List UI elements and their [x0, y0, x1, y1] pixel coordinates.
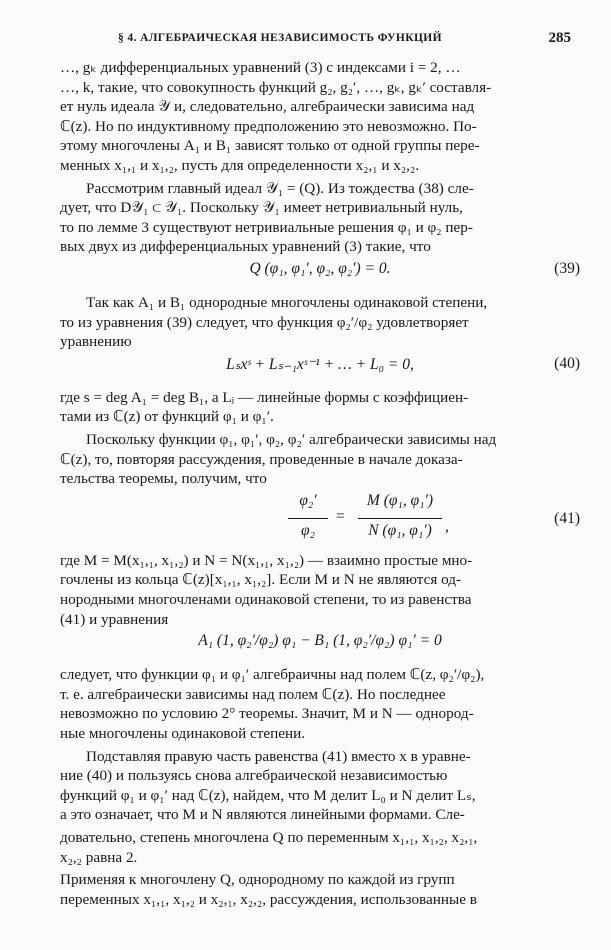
- equation-body: Q (φ₁, φ₁′, φ₂, φ₂′) = 0.: [249, 260, 391, 277]
- page-number: 285: [548, 30, 571, 46]
- text-line: Применяя к многочлену Q, однородному по каждой из групп: [60, 871, 455, 889]
- text-line: тельства теоремы, получим, что: [60, 470, 267, 488]
- rhs-denominator: N (φ₁, φ₁′): [368, 521, 432, 539]
- text-line: то по лемме 3 существуют нетривиальные решения φ₁ и φ₂ пер-: [60, 218, 473, 236]
- text-line: ℂ(z), то, повторяя рассуждения, проведенные в начале доказа-: [60, 450, 463, 468]
- text-line: x₂,₂ равна 2.: [60, 848, 138, 866]
- paragraph-9: [60, 870, 580, 909]
- text-line: гочлены из кольца ℂ(z)[x₁,₁, x₁,₂]. Если M и N не являются од-: [60, 571, 462, 589]
- lhs-numerator: φ₂′: [299, 491, 317, 509]
- text-line: а это означает, что M и N являются линейными формами. Сле-: [60, 806, 465, 824]
- text-line: Так как A₁ и B₁ однородные многочлены одинаковой степени,: [86, 294, 488, 311]
- rhs-fraction-bar: [358, 518, 442, 519]
- text-line: ℂ(z). Но по индуктивному предположению это невозможно. По-: [60, 117, 477, 135]
- text-line: довательно, степень многочлена Q по переменным x₁,₁, x₁,₂, x₂,₁,: [60, 829, 478, 846]
- text-line: то из уравнения (39) следует, что функция φ₂′/φ₂ удовлетворяет: [60, 313, 469, 331]
- text-line: этому многочлены A₁ и B₁ зависят только от одной группы пере-: [60, 137, 480, 155]
- paragraph-3: [60, 293, 580, 352]
- text-line: вых двух из дифференциальных уравнений (3) такие, что: [60, 238, 431, 256]
- text-line: …, gₖ дифференциальных уравнений (3) с индексами i = 2, …: [60, 59, 461, 76]
- text-line: ет нуль идеала 𝒴 и, следовательно, алгебраически зависима над: [60, 98, 475, 116]
- text-line: переменных x₁,₁, x₁,₂ и x₂,₁, x₂,₂, рассуждения, использованные в: [60, 890, 477, 908]
- equation-number: (41): [554, 509, 580, 527]
- paragraph-4: [60, 388, 580, 427]
- text-line: уравнению: [60, 333, 132, 351]
- paragraph-7: [60, 665, 580, 743]
- paragraph-8: [60, 747, 580, 825]
- text-line: дует, что D𝒴₁ ⊂ 𝒴₁. Поскольку 𝒴₁ имеет нетривиальный нуль,: [60, 199, 463, 217]
- text-line: менных x₁,₁ и x₁,₂, пусть для определенности x₂,₁ и x₂,₂.: [60, 156, 420, 174]
- paragraph-8-tail: [60, 828, 580, 867]
- text-line: Поскольку функции φ₁, φ₁′, φ₂, φ₂′ алгебраически зависимы над: [86, 431, 497, 448]
- equation-body: Lₛxˢ + Lₛ₋₁xˢ⁻¹ + … + L₀ = 0,: [226, 355, 414, 373]
- text-line: функций φ₁ и φ₁′ над ℂ(z), найдем, что M делит L₀ и N делит Lₛ,: [60, 786, 476, 804]
- text-line: следует, что функции φ₁ и φ₁′ алгебраичны над полем ℂ(z, φ₂′/φ₂),: [60, 666, 485, 684]
- text-line: нородными многочленами одинаковой степени, то из равенства: [60, 590, 472, 608]
- text-line: Рассмотрим главный идеал 𝒴₁ = (Q). Из тождества (38) сле-: [86, 179, 474, 197]
- text-line: где s = deg A₁ = deg B₁, а Lᵢ — линейные формы с коэффициен-: [60, 388, 469, 406]
- rhs-numerator: M (φ₁, φ₁′): [366, 491, 434, 509]
- text-line: (41) и уравнения: [60, 610, 169, 628]
- lhs-fraction-bar: [288, 518, 328, 519]
- equation-number: (39): [554, 260, 580, 277]
- equation-number: (40): [554, 354, 580, 372]
- text-line: невозможно по условию 2° теоремы. Значит, M и N — однород-: [60, 705, 474, 723]
- running-title: § 4. АЛГЕБРАИЧЕСКАЯ НЕЗАВИСИМОСТЬ ФУНКЦИЙ: [118, 32, 442, 44]
- text-line: т. е. алгебраически зависимы над полем ℂ(z). Но последнее: [60, 685, 446, 703]
- paragraph-6: [60, 551, 580, 629]
- text-line: …, k, такие, что совокупность функций g₂, g₂′, …, gₖ, gₖ′ составля-: [60, 78, 492, 96]
- text-line: ные многочлены одинаковой степени.: [60, 724, 306, 742]
- running-header: [0, 32, 611, 50]
- text-line: Подставляя правую часть равенства (41) вместо x в уравне-: [86, 747, 471, 765]
- text-line: где M = M(x₁,₁, x₁,₂) и N = N(x₁,₁, x₁,₂) — взаимно простые мно-: [60, 551, 473, 569]
- text-line: тами из ℂ(z) от функций φ₁ и φ₁′.: [60, 408, 274, 426]
- text-line: ние (40) и пользуясь снова алгебраической независимостью: [60, 767, 448, 785]
- paragraph-2: [60, 179, 580, 257]
- lhs-denominator: φ₂: [301, 521, 315, 539]
- equation-tail: ,: [445, 517, 449, 535]
- equation-body: A₁ (1, φ₂′/φ₂) φ₁ − B₁ (1, φ₂′/φ₂) φ₁′ = 0: [198, 632, 442, 650]
- equals-sign: =: [336, 507, 345, 525]
- paragraph-5: [60, 430, 580, 489]
- paragraph-1: [60, 58, 580, 176]
